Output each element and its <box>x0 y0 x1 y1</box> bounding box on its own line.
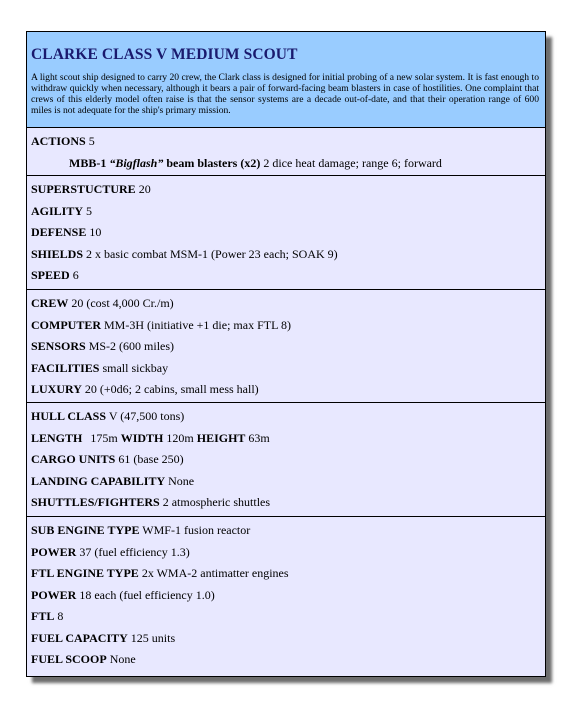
stat-row <box>31 293 541 315</box>
stat-value: 20 (+0d6; 2 cabins, small mess hall) <box>84 382 259 396</box>
stat-value: 20 (cost 4,000 Cr./m) <box>71 296 174 310</box>
hull-section <box>27 403 545 517</box>
stat-label: DEFENSE <box>31 225 87 239</box>
stat-row <box>31 336 541 358</box>
stat-row <box>31 471 541 493</box>
actions-section <box>27 128 545 176</box>
stat-label: COMPUTER <box>31 317 101 332</box>
ship-description: A light scout ship designed to carry 20 crew, the Clark class is designed for initial probing of a new solar system. It is fast enough to withdraw quickly when necessary, although it bears a pair of forward-facing beam blasters in case of hostilities. One complaint that crews of this elderly model often raise is that the sensor systems are a decade out-of-date, and that their operation range of 600 miles is not adequate for the ship's primary mission. <box>31 72 539 116</box>
stat-row <box>31 449 541 471</box>
stat-row <box>31 628 541 650</box>
stat-label: SUPERSTUCTURE <box>31 182 136 196</box>
weapon-row <box>31 153 541 175</box>
stat-row <box>31 492 541 514</box>
stat-row <box>31 244 541 266</box>
stat-value: 10 <box>89 225 102 239</box>
stat-label: SPEED <box>31 268 70 282</box>
width-label: WIDTH <box>120 430 164 445</box>
stat-label: POWER <box>31 587 77 602</box>
stat-row <box>31 520 541 542</box>
stat-label: FTL <box>31 609 55 623</box>
stat-row <box>31 542 541 564</box>
length-value: 175m <box>90 430 118 445</box>
stat-value: 37 (fuel efficiency 1.3) <box>79 544 190 559</box>
stat-value: 2 x basic combat MSM-1 (Power 23 each; SOAK 9) <box>86 246 338 261</box>
stat-value: WMF-1 fusion reactor <box>142 523 251 537</box>
stat-value: None <box>168 473 195 488</box>
stat-label: POWER <box>31 544 77 559</box>
stat-label: SHUTTLES/FIGHTERS <box>31 495 160 509</box>
weapon-code: MBB-1 <box>69 155 107 170</box>
stat-row <box>31 606 541 628</box>
stat-value: MS-2 (600 miles) <box>88 339 175 353</box>
stat-row <box>31 201 541 223</box>
engine-section <box>27 517 545 671</box>
stat-value: 61 (base 250) <box>118 452 184 466</box>
card-header <box>27 32 545 128</box>
stat-row <box>31 563 541 585</box>
stat-row <box>31 265 541 287</box>
stat-label: ACTIONS <box>31 134 86 148</box>
stat-label: LUXURY <box>31 382 82 396</box>
stat-label: CARGO UNITS <box>31 452 116 466</box>
stat-label: SUB ENGINE TYPE <box>31 523 140 537</box>
stat-value: 20 <box>138 182 151 196</box>
stat-value: V (47,500 tons) <box>108 409 185 423</box>
ship-stat-card <box>26 31 546 677</box>
stat-row <box>31 222 541 244</box>
crew-section <box>27 290 545 403</box>
stat-label: FACILITIES <box>31 360 100 375</box>
stat-value: 125 units <box>130 630 176 645</box>
weapon-name: “Bigflash” <box>109 155 164 170</box>
stat-value: 5 <box>86 203 93 218</box>
ship-title: CLARKE CLASS V MEDIUM SCOUT <box>31 46 298 63</box>
stat-row <box>31 585 541 607</box>
stat-value: 2x WMA-2 antimatter engines <box>141 566 289 580</box>
stats-section <box>27 176 545 290</box>
stat-label: LANDING CAPABILITY <box>31 473 166 488</box>
stat-row <box>31 179 541 201</box>
stat-value: MM-3H (initiative +1 die; max FTL 8) <box>104 317 291 332</box>
actions-row <box>31 131 541 153</box>
stat-value: 2 atmospheric shuttles <box>162 495 271 509</box>
stat-label: AGILITY <box>31 203 84 218</box>
stat-value: 5 <box>88 134 95 148</box>
stat-row <box>31 379 541 401</box>
height-value: 63m <box>248 430 270 445</box>
stat-value: 8 <box>57 609 64 623</box>
stat-label: FUEL CAPACITY <box>31 630 128 645</box>
stat-label: SHIELDS <box>31 246 84 261</box>
stat-row <box>31 649 541 671</box>
stat-label: HULL CLASS <box>31 409 107 423</box>
stat-label: FUEL SCOOP <box>31 652 107 666</box>
stat-value: None <box>109 652 136 666</box>
width-value: 120m <box>166 430 194 445</box>
stat-label: CREW <box>31 296 69 310</box>
stat-value: 18 each (fuel efficiency 1.0) <box>79 587 215 602</box>
stat-value: small sickbay <box>102 360 169 375</box>
length-label: LENGTH <box>31 430 83 445</box>
weapon-type: beam blasters (x2) <box>166 155 261 170</box>
stat-value: 6 <box>72 268 79 282</box>
stat-label: SENSORS <box>31 339 86 353</box>
height-label: HEIGHT <box>196 430 246 445</box>
stat-label: FTL ENGINE TYPE <box>31 566 139 580</box>
stat-row <box>31 315 541 337</box>
weapon-description: 2 dice heat damage; range 6; forward <box>263 155 442 170</box>
stat-row <box>31 406 541 428</box>
stat-row <box>31 358 541 380</box>
dimensions-row <box>31 428 541 450</box>
